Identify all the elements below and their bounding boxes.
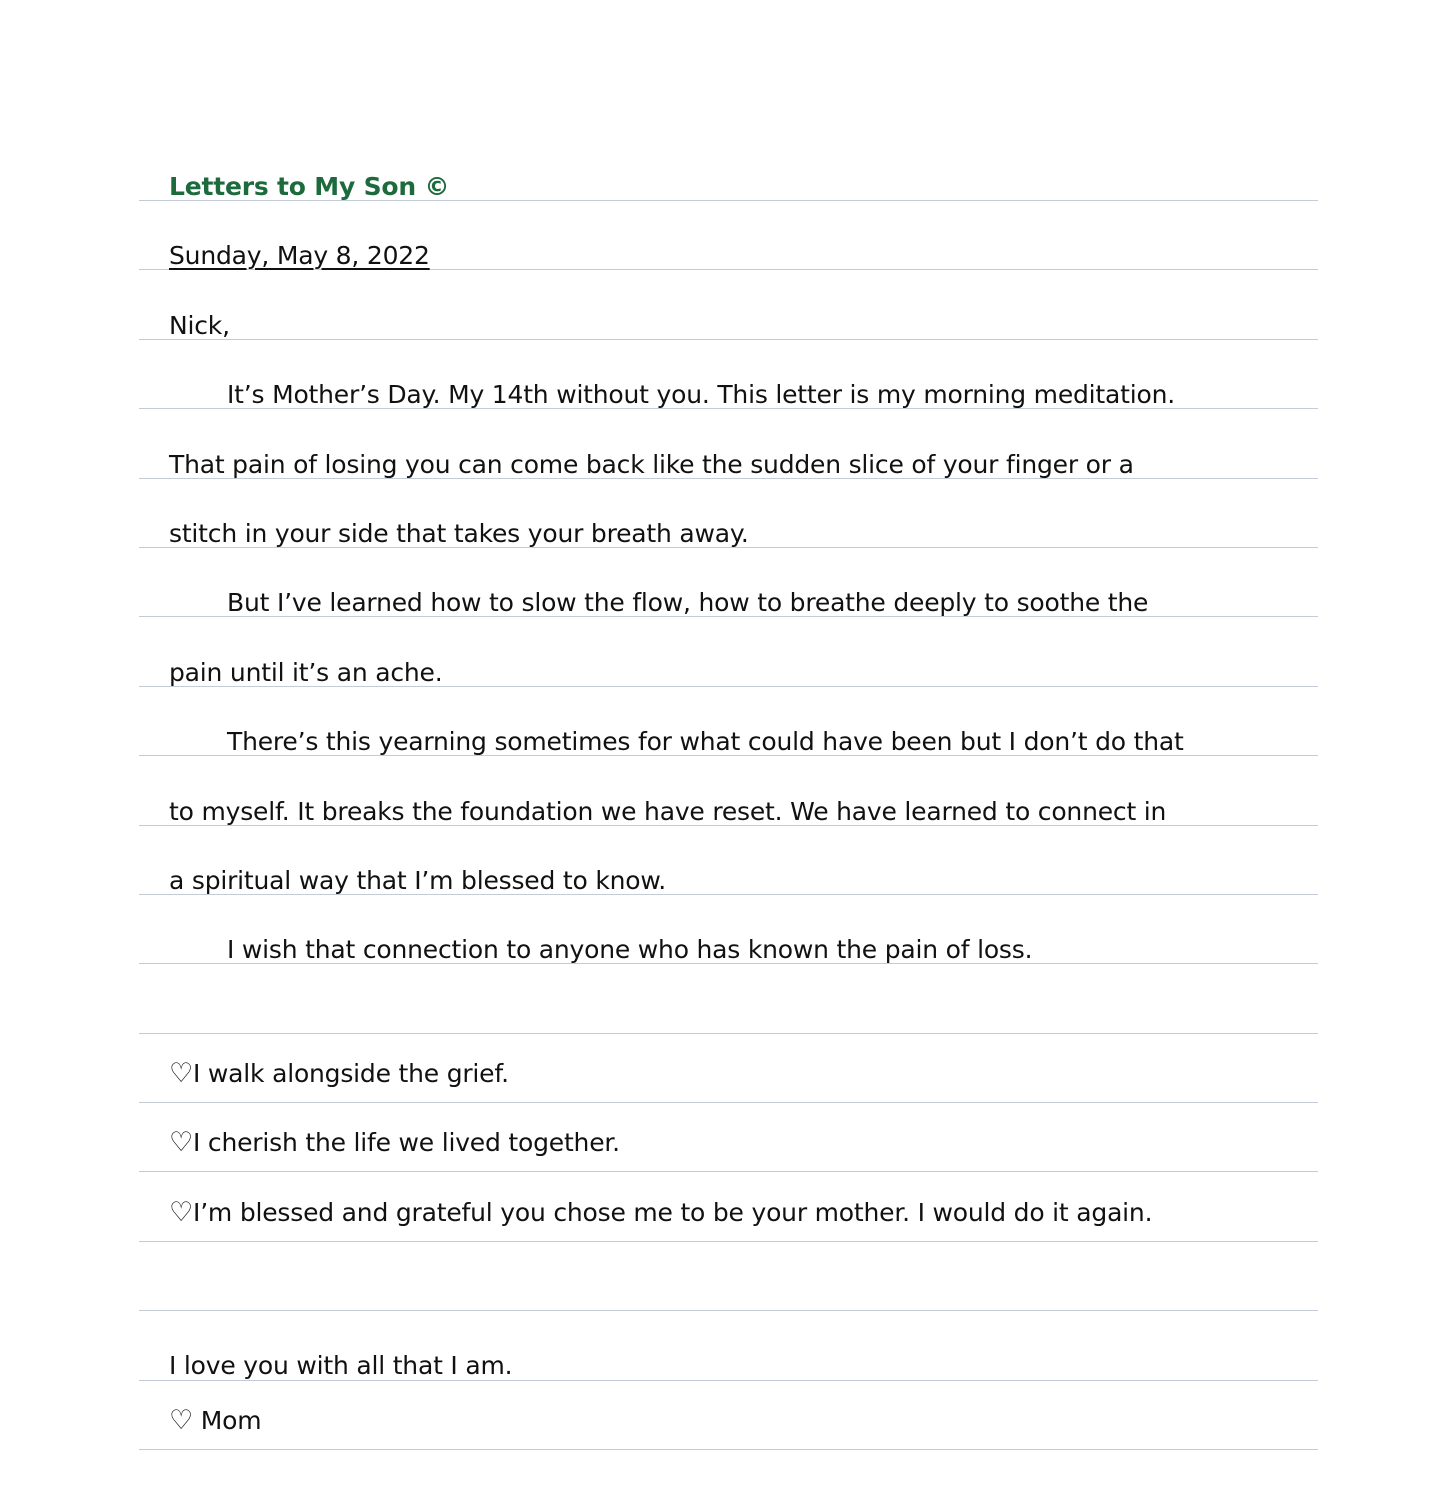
signature-name: Mom bbox=[200, 1406, 262, 1435]
heart-icon: ♡ bbox=[169, 1197, 194, 1228]
heart-icon: ♡ bbox=[169, 1058, 194, 1089]
ruled-line bbox=[139, 1310, 1318, 1311]
signature bbox=[169, 1406, 261, 1436]
affirmation-item bbox=[169, 1059, 509, 1089]
body-line: But I’ve learned how to slow the flow, how to breathe deeply to soothe the bbox=[227, 588, 1149, 617]
affirmation-item bbox=[169, 1198, 1152, 1228]
body-line: That pain of losing you can come back like the sudden slice of your finger or a bbox=[169, 450, 1134, 479]
affirmation-text: I walk alongside the grief. bbox=[193, 1059, 509, 1088]
ruled-line bbox=[139, 339, 1318, 340]
heart-icon: ♡ bbox=[169, 1127, 194, 1158]
body-line: There’s this yearning sometimes for what could have been but I don’t do that bbox=[227, 727, 1184, 756]
letter-date: Sunday, May 8, 2022 bbox=[169, 241, 430, 270]
letter-title: Letters to My Son © bbox=[169, 172, 450, 201]
body-line: I wish that connection to anyone who has known the pain of loss. bbox=[227, 935, 1033, 964]
closing-line: I love you with all that I am. bbox=[169, 1351, 513, 1380]
affirmation-text: I’m blessed and grateful you chose me to be your mother. I would do it again. bbox=[193, 1198, 1153, 1227]
ruled-line bbox=[139, 1241, 1318, 1242]
affirmation-item bbox=[169, 1128, 620, 1158]
ruled-line bbox=[139, 1033, 1318, 1034]
affirmation-text: I cherish the life we lived together. bbox=[193, 1128, 620, 1157]
salutation: Nick, bbox=[169, 311, 230, 340]
heart-icon: ♡ bbox=[169, 1405, 194, 1436]
ruled-line bbox=[139, 1171, 1318, 1172]
body-line: pain until it’s an ache. bbox=[169, 658, 443, 687]
body-line: to myself. It breaks the foundation we have reset. We have learned to connect in bbox=[169, 797, 1167, 826]
ruled-line bbox=[139, 1102, 1318, 1103]
ruled-line bbox=[139, 1449, 1318, 1450]
body-line: stitch in your side that takes your breath away. bbox=[169, 519, 749, 548]
body-line: It’s Mother’s Day. My 14th without you. This letter is my morning meditation. bbox=[227, 380, 1175, 409]
body-line: a spiritual way that I’m blessed to know. bbox=[169, 866, 667, 895]
